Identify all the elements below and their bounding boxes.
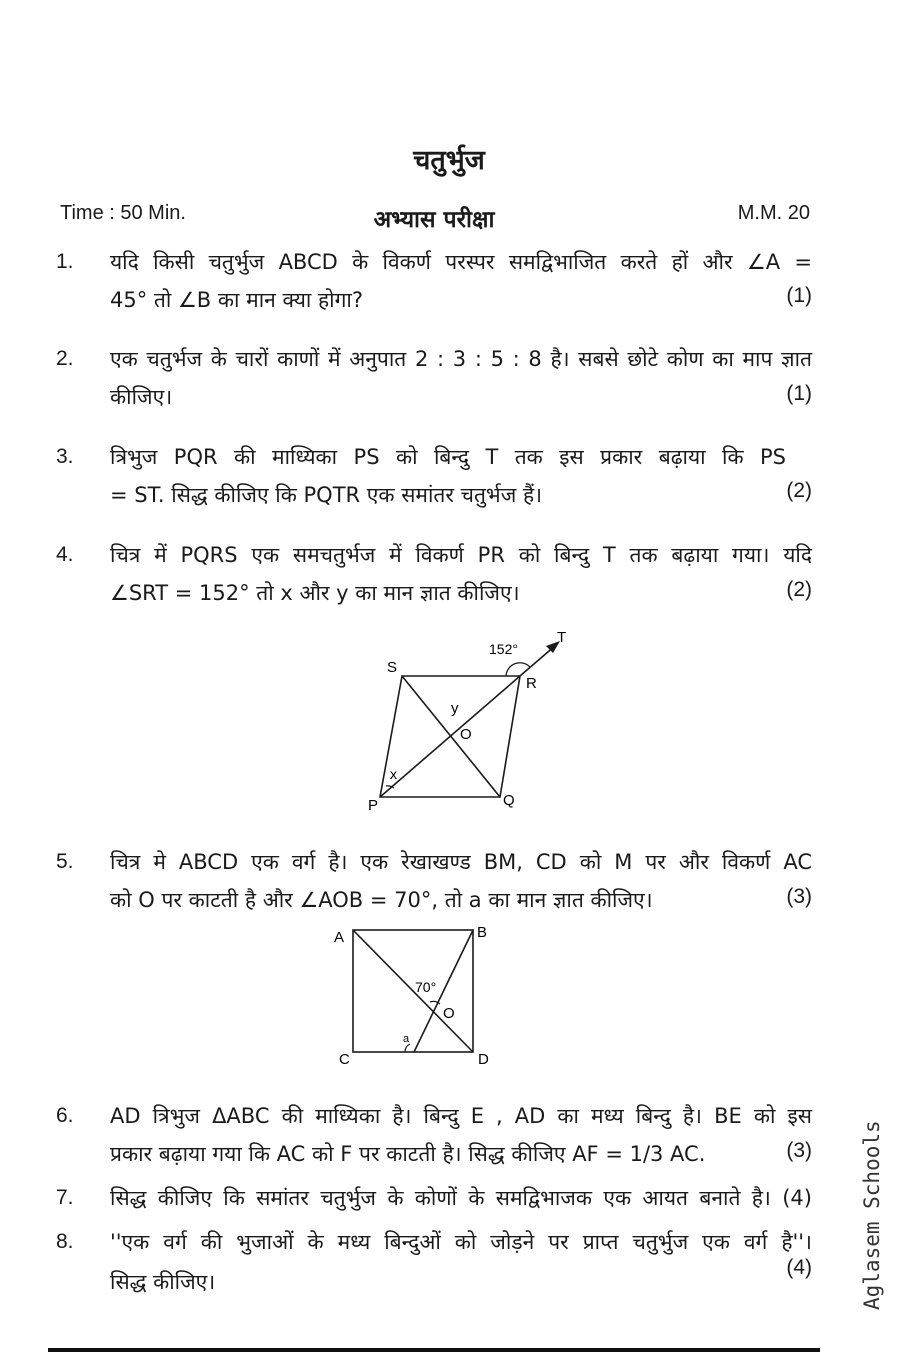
question-2-number: 2. [56, 347, 74, 370]
diagonal-ac [353, 930, 473, 1052]
angle-x-label: x [390, 766, 397, 782]
question-3-number: 3. [56, 445, 74, 468]
question-8-number: 8. [56, 1230, 74, 1253]
question-5-number: 5. [56, 850, 74, 873]
max-marks-label: M.M. 20 [737, 202, 810, 224]
question-1-number: 1. [56, 250, 74, 273]
page-title: चतुर्भुज [413, 145, 485, 176]
question-2-line-1: एक चतुर्भज के चारों काणों में अनुपात 2 : 3 : 5 : 8 है। सबसे छोटे कोण का माप ज्ञात [110, 347, 812, 371]
angle-label-152: 152° [489, 641, 518, 657]
question-5-marks: (3) [786, 885, 812, 908]
question-2-marks: (1) [786, 382, 812, 405]
question-1-line-2: 45° तो ∠B का मान क्या होगा? [110, 288, 363, 312]
angle-arc-a [405, 1044, 410, 1052]
question-4-number: 4. [56, 543, 74, 566]
angle-a-label: a [403, 1033, 410, 1045]
question-4-marks: (2) [786, 578, 812, 601]
question-8-line-1: ''एक वर्ग की भुजाओं के मध्य बिन्दुओं को जोड़ने पर प्राप्त चतुर्भुज एक वर्ग है''। [110, 1230, 812, 1254]
question-7-line-1: सिद्ध कीजिए कि समांतर चतुर्भुज के कोणों के समद्विभाजक एक आयत बनाते है। (4) [110, 1186, 812, 1210]
question-3-marks: (2) [786, 479, 812, 502]
question-1-marks: (1) [786, 284, 812, 307]
vertex-t-label: T [557, 629, 567, 646]
exam-subtitle: अभ्यास परीक्षा [373, 207, 495, 233]
time-label: Time : 50 Min. [60, 202, 186, 224]
question-8-marks: (4) [786, 1256, 812, 1279]
question-7-number: 7. [56, 1186, 74, 1209]
question-1-line-1: यदि किसी चतुर्भुज ABCD के विकर्ण परस्पर समद्विभाजित करते हों और ∠A = [110, 250, 812, 274]
vertex-d-label: D [478, 1051, 489, 1068]
diagonal-sq [402, 676, 500, 797]
bottom-rule [48, 1348, 820, 1352]
vertex-a-label: A [334, 929, 345, 946]
question-3-line-1: त्रिभुज PQR की माध्यिका PS को बिन्दु T तक इस प्रकार बढ़ाया कि PS [110, 445, 786, 469]
question-6-line-2: प्रकार बढ़ाया गया कि AC को F पर काटती है। सिद्ध कीजिए AF = 1/3 AC. [110, 1142, 706, 1166]
vertex-p-label: P [368, 797, 379, 814]
watermark: Aglasem Schools [860, 1120, 884, 1310]
question-6-marks: (3) [786, 1139, 812, 1162]
center-o-label: O [443, 1005, 455, 1022]
vertex-s-label: S [387, 659, 398, 676]
question-6-line-1: AD त्रिभुज ΔABC की माध्यिका है। बिन्दु E , AD का मध्य बिन्दु है। BE को इस [110, 1104, 812, 1128]
question-5-line-2: को O पर काटती है और ∠AOB = 70°, तो a का मान ज्ञात कीजिए। [110, 888, 653, 912]
rhombus-figure [340, 620, 600, 820]
square-figure [325, 918, 505, 1070]
vertex-q-label: Q [503, 792, 515, 809]
question-6-number: 6. [56, 1104, 74, 1127]
question-5-line-1: चित्र मे ABCD एक वर्ग है। एक रेखाखण्ड BM, CD को M पर और विकर्ण AC [110, 850, 812, 874]
question-8-line-2: सिद्ध कीजिए। [110, 1270, 216, 1294]
angle-label-70: 70° [415, 979, 437, 995]
vertex-c-label: C [339, 1051, 350, 1068]
angle-y-label: y [451, 700, 459, 717]
question-4-line-1: चित्र में PQRS एक समचतुर्भज में विकर्ण PR को बिन्दु T तक बढ़ाया गया। यदि [110, 543, 812, 567]
question-2-line-2: कीजिए। [110, 385, 173, 409]
center-o-label: O [460, 726, 472, 743]
question-4-line-2: ∠SRT = 152° तो x और y का मान ज्ञात कीजिए। [110, 581, 520, 605]
vertex-b-label: B [477, 924, 488, 941]
question-3-line-2: = ST. सिद्ध कीजिए कि PQTR एक समांतर चतुर्भज हैं। [110, 483, 543, 507]
vertex-r-label: R [526, 675, 537, 692]
